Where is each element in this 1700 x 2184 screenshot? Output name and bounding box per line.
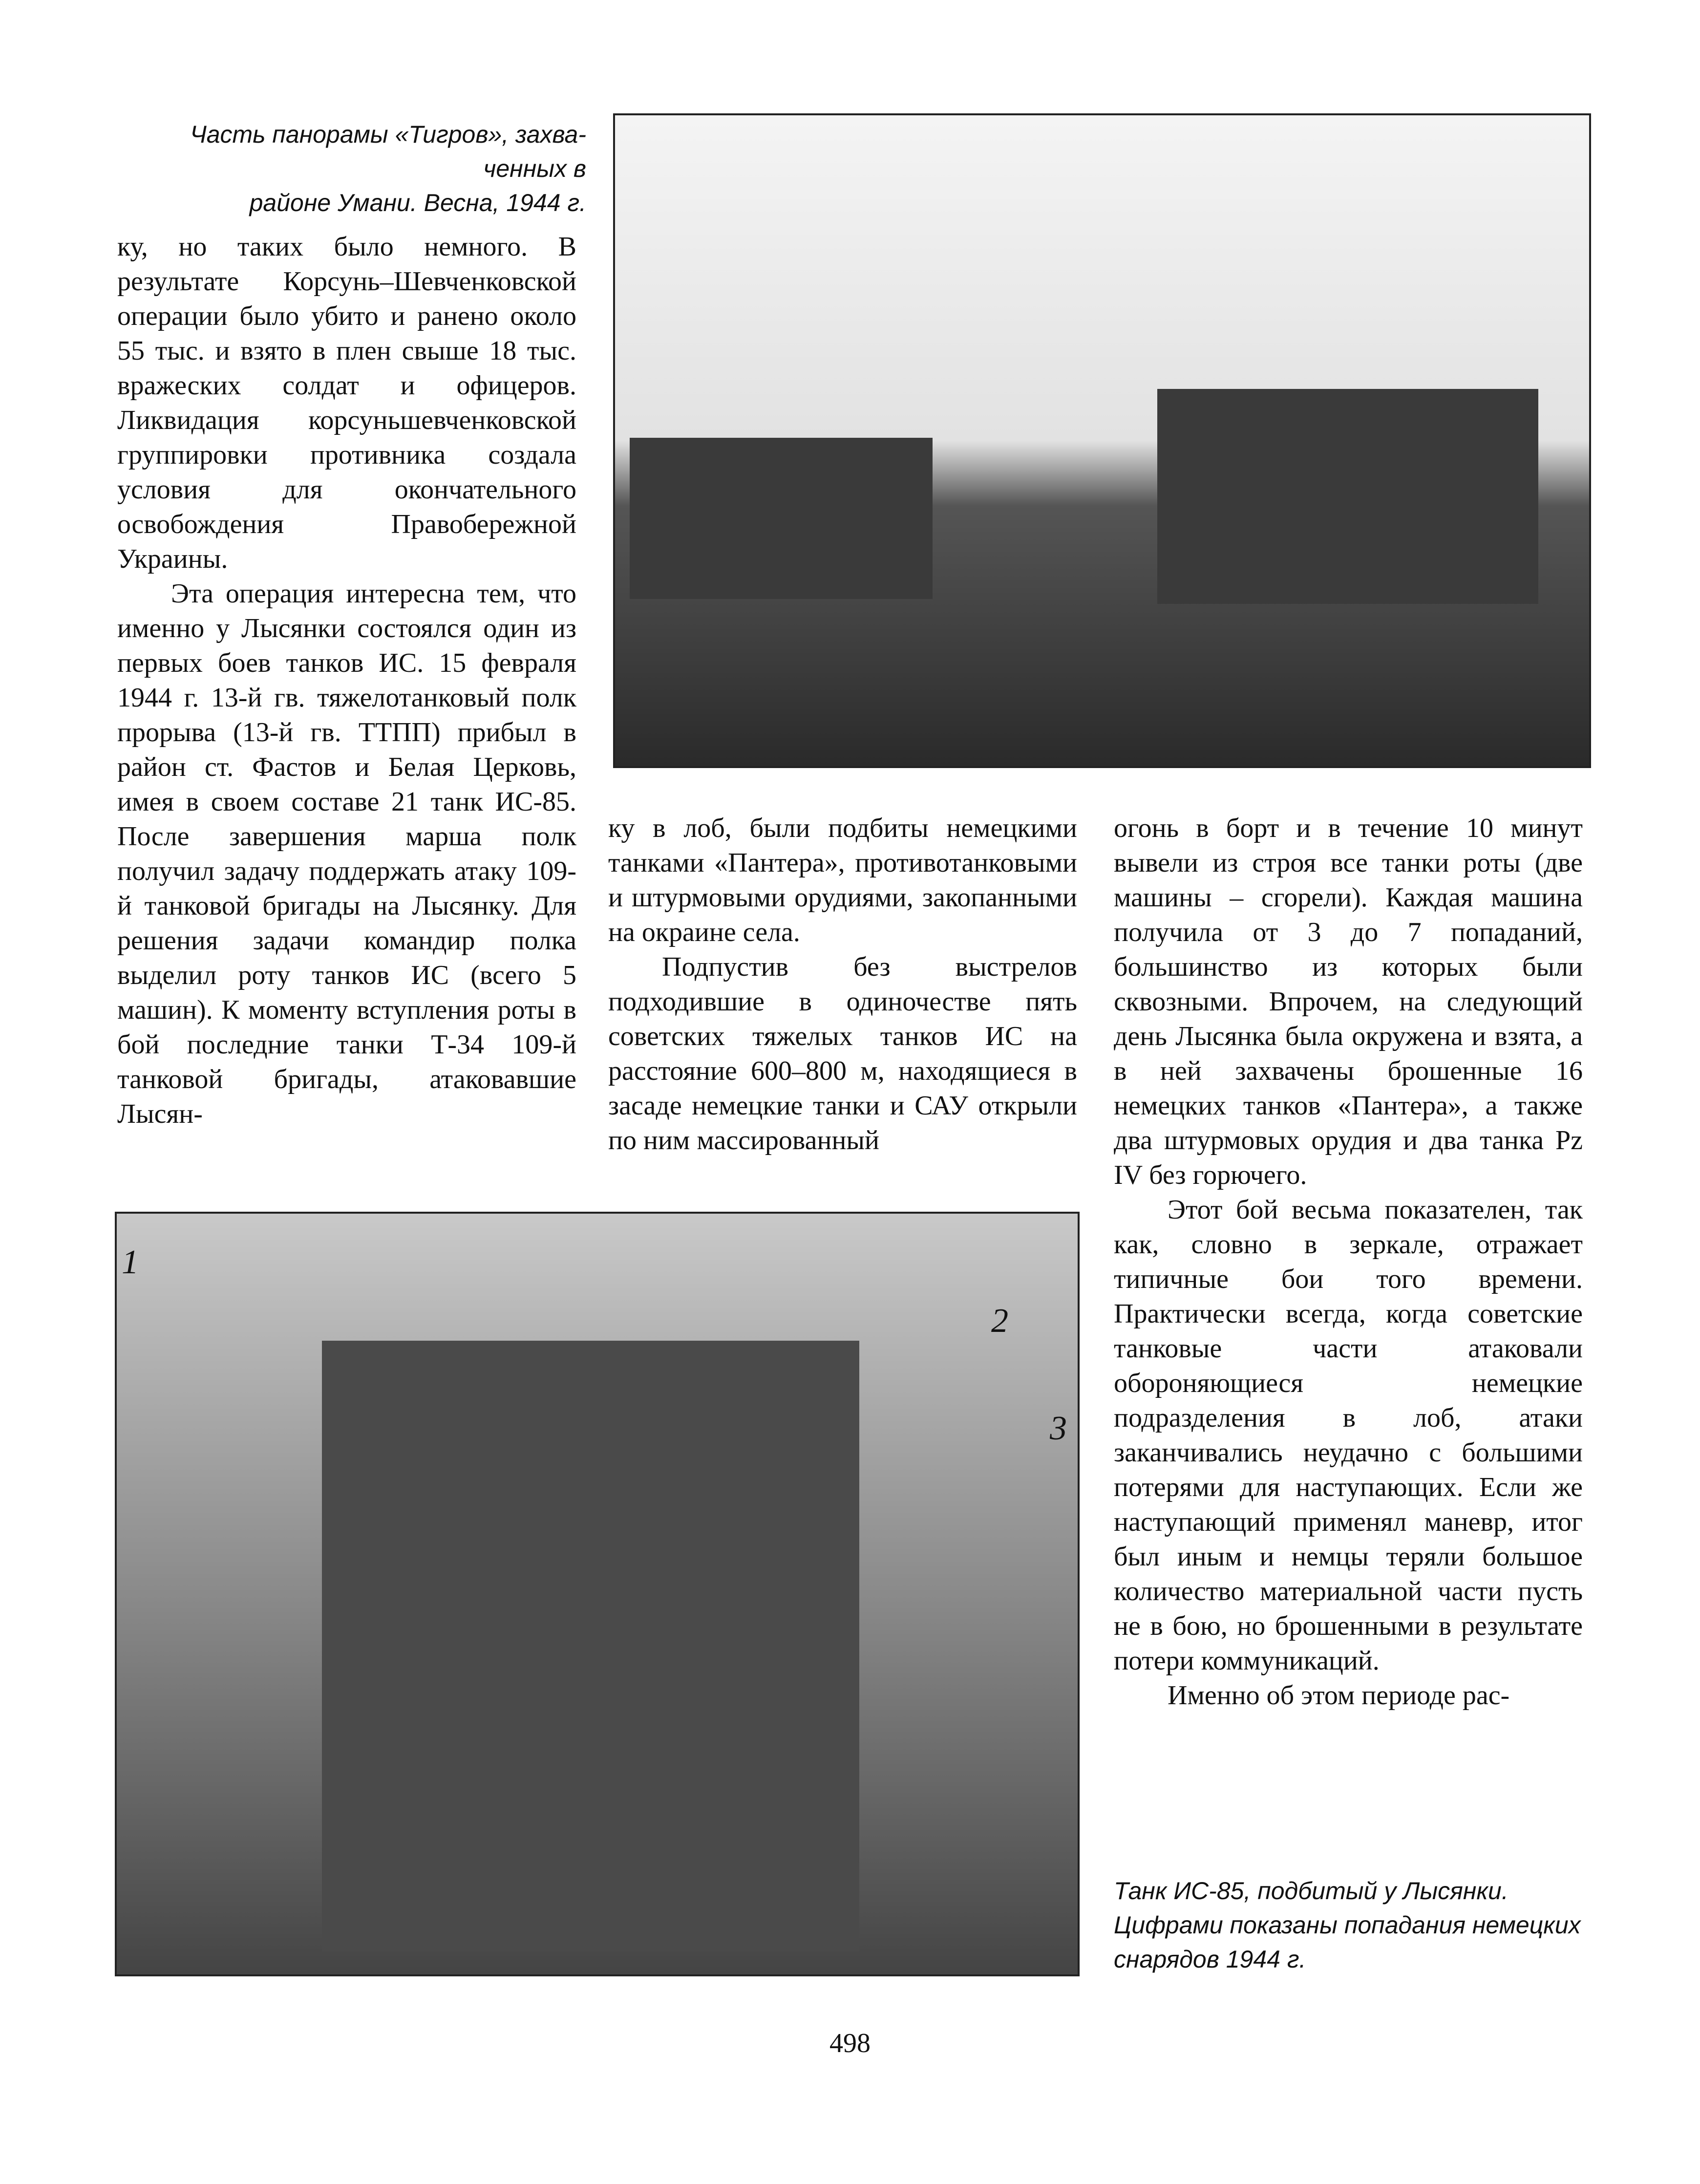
marker-3: 3 xyxy=(1050,1410,1067,1447)
page-number: 498 xyxy=(829,2028,871,2058)
tank-shape xyxy=(322,1341,859,1951)
marker-2: 2 xyxy=(991,1302,1008,1340)
column-2: ку в лоб, были подбиты немецкими танками «Пантера», противотанковыми и штурмовыми орудиями, закопанными на окраине села. Подпустив без выстрелов подходившие в одиночестве пять советских тяжелых танков ИС на расстояние 600–800 м, находящиеся в засаде немецкие танки и САУ открыли по ним массированный xyxy=(608,813,1077,1156)
tank-shape xyxy=(630,438,933,599)
photo-tigers xyxy=(613,113,1591,768)
tank-shape xyxy=(1157,389,1538,604)
caption-top: Часть панорамы «Тигров», захва-ченных в районе Умани. Весна, 1944 г. xyxy=(190,121,586,216)
column-3: огонь в борт и в течение 10 минут вывели из строя все танки роты (две машины – сгорели). Каждая машина получила от 3 до 7 попаданий, большинство из которых были сквозными. Впрочем, на следующий день Лысянка была окружена и взята, а в ней захвачены брошенные 16 немецких танков «Пантера», а также два штурмовых орудия и два танка Pz IV без горючего. Этот бой весьма показателен, так как, словно в зеркале, отражает типичные бои того времени. Практически всегда, когда советские танковые части атаковали обороняющиеся немецкие подразделения в лоб, атаки заканчивались неудачно с большими потерями для наступающих. Если же наступающий применял маневр, итог был иным и немцы теряли большое количество материальной части пусть не в бою, но брошенными в результате потери коммуникаций. Именно об этом периоде рас- xyxy=(1114,813,1583,1711)
photo-is85 xyxy=(115,1212,1080,1976)
caption-bottom: Танк ИС-85, подбитый у Лысянки. Цифрами показаны попадания немецких снарядов 1944 г. xyxy=(1114,1877,1581,1973)
marker-1: 1 xyxy=(122,1243,139,1281)
column-1: ку, но таких было немного. В результате Корсунь–Шевченковской операции было убито и ранено около 55 тыс. и взято в плен свыше 18 тыс. вражеских солдат и офицеров. Ликвидация корсуньшевченковской группировки противника создала условия для окончательного освобождения Правобережной Украины. Эта операция интересна тем, что именно у Лысянки состоялся один из первых боев танков ИС. 15 февраля 1944 г. 13-й гв. тяжелотанковый полк прорыва (13-й гв. ТТПП) прибыл в район ст. Фастов и Белая Церковь, имея в своем составе 21 танк ИС-85. После завершения марша полк получил задачу поддержать атаку 109-й танковой бригады на Лысянку. Для решения задачи командир полка выделил роту танков ИС (всего 5 машин). К моменту вступления роты в бой последние танки Т-34 109-й танковой бригады, атаковавшие Лысян- xyxy=(117,232,576,1129)
